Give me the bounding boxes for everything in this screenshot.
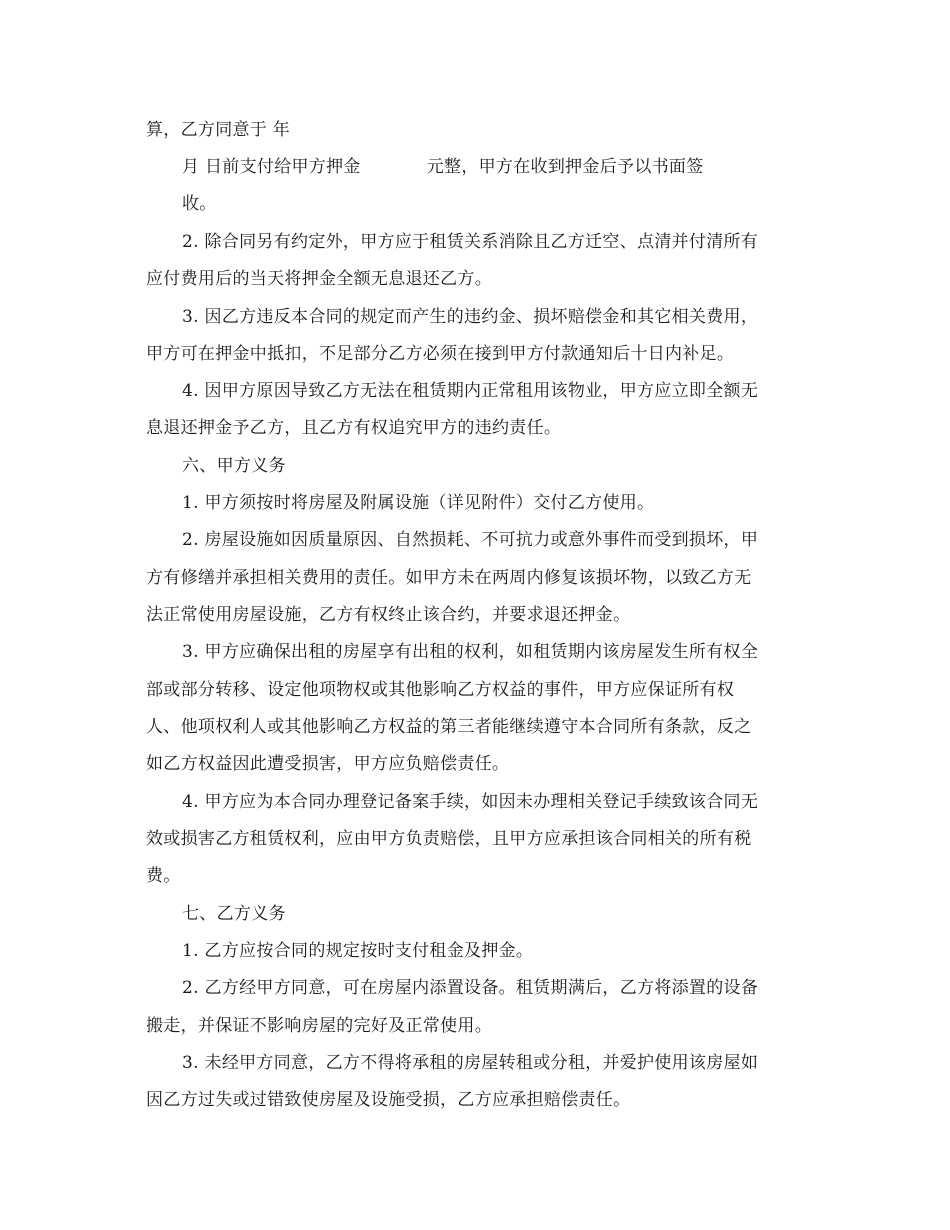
text-line: 2. 乙方经甲方同意，可在房屋内添置设备。租赁期满后，乙方将添置的设备 xyxy=(182,978,759,998)
text-line: 息退还押金予乙方，且乙方有权追究甲方的违约责任。 xyxy=(146,418,562,438)
text-line: 因乙方过失或过错致使房屋及设施受损，乙方应承担赔偿责任。 xyxy=(146,1090,631,1110)
text-line: 算，乙方同意于 年 xyxy=(146,120,291,140)
text-line: 3. 未经甲方同意，乙方不得将承租的房屋转租或分租，并爱护使用该房屋如 xyxy=(182,1053,759,1073)
text-line: 应付费用后的当天将押金全额无息退还乙方。 xyxy=(146,269,492,289)
text-line: 4. 甲方应为本合同办理登记备案手续，如因未办理相关登记手续致该合同无 xyxy=(182,792,759,812)
text-segment: 元整，甲方在收到押金后予以书面签 xyxy=(426,157,704,177)
text-line: 收。 xyxy=(182,194,217,214)
text-line: 2. 房屋设施如因质量原因、自然损耗、不可抗力或意外事件而受到损坏，甲 xyxy=(182,530,759,550)
text-line: 如乙方权益因此遭受损害，甲方应负赔偿责任。 xyxy=(146,754,510,774)
section-heading: 七、乙方义务 xyxy=(182,904,286,924)
text-line xyxy=(182,155,704,179)
text-line: 4. 因甲方原因导致乙方无法在租赁期内正常租用该物业，甲方应立即全额无 xyxy=(182,381,759,401)
text-line: 部或部分转移、设定他项物权或其他影响乙方权益的事件，甲方应保证所有权 xyxy=(146,680,735,700)
section-heading: 六、甲方义务 xyxy=(182,456,286,476)
text-line: 费。 xyxy=(146,866,181,886)
text-line: 3. 甲方应确保出租的房屋享有出租的权利，如租赁期内该房屋发生所有权全 xyxy=(182,642,759,662)
text-segment: 月 日前支付给甲方押金 xyxy=(182,157,361,177)
text-line: 人、他项权利人或其他影响乙方权益的第三者能继续遵守本合同所有条款，反之 xyxy=(146,717,752,737)
text-line: 方有修缮并承担相关费用的责任。如甲方未在两周内修复该损坏物，以致乙方无 xyxy=(146,568,752,588)
text-line: 1. 乙方应按合同的规定按时支付租金及押金。 xyxy=(182,941,534,961)
text-line: 搬走，并保证不影响房屋的完好及正常使用。 xyxy=(146,1016,492,1036)
text-line: 法正常使用房屋设施，乙方有权终止该合约，并要求退还押金。 xyxy=(146,605,631,625)
text-line: 1. 甲方须按时将房屋及附属设施（详见附件）交付乙方使用。 xyxy=(182,493,655,513)
text-line: 2. 除合同另有约定外，甲方应于租赁关系消除且乙方迁空、点清并付清所有 xyxy=(182,232,759,252)
text-line: 效或损害乙方租赁权利，应由甲方负责赔偿，且甲方应承担该合同相关的所有税 xyxy=(146,829,752,849)
text-line: 3. 因乙方违反本合同的规定而产生的违约金、损坏赔偿金和其它相关费用， xyxy=(182,307,759,327)
text-line: 甲方可在押金中抵扣，不足部分乙方必须在接到甲方付款通知后十日内补足。 xyxy=(146,344,735,364)
